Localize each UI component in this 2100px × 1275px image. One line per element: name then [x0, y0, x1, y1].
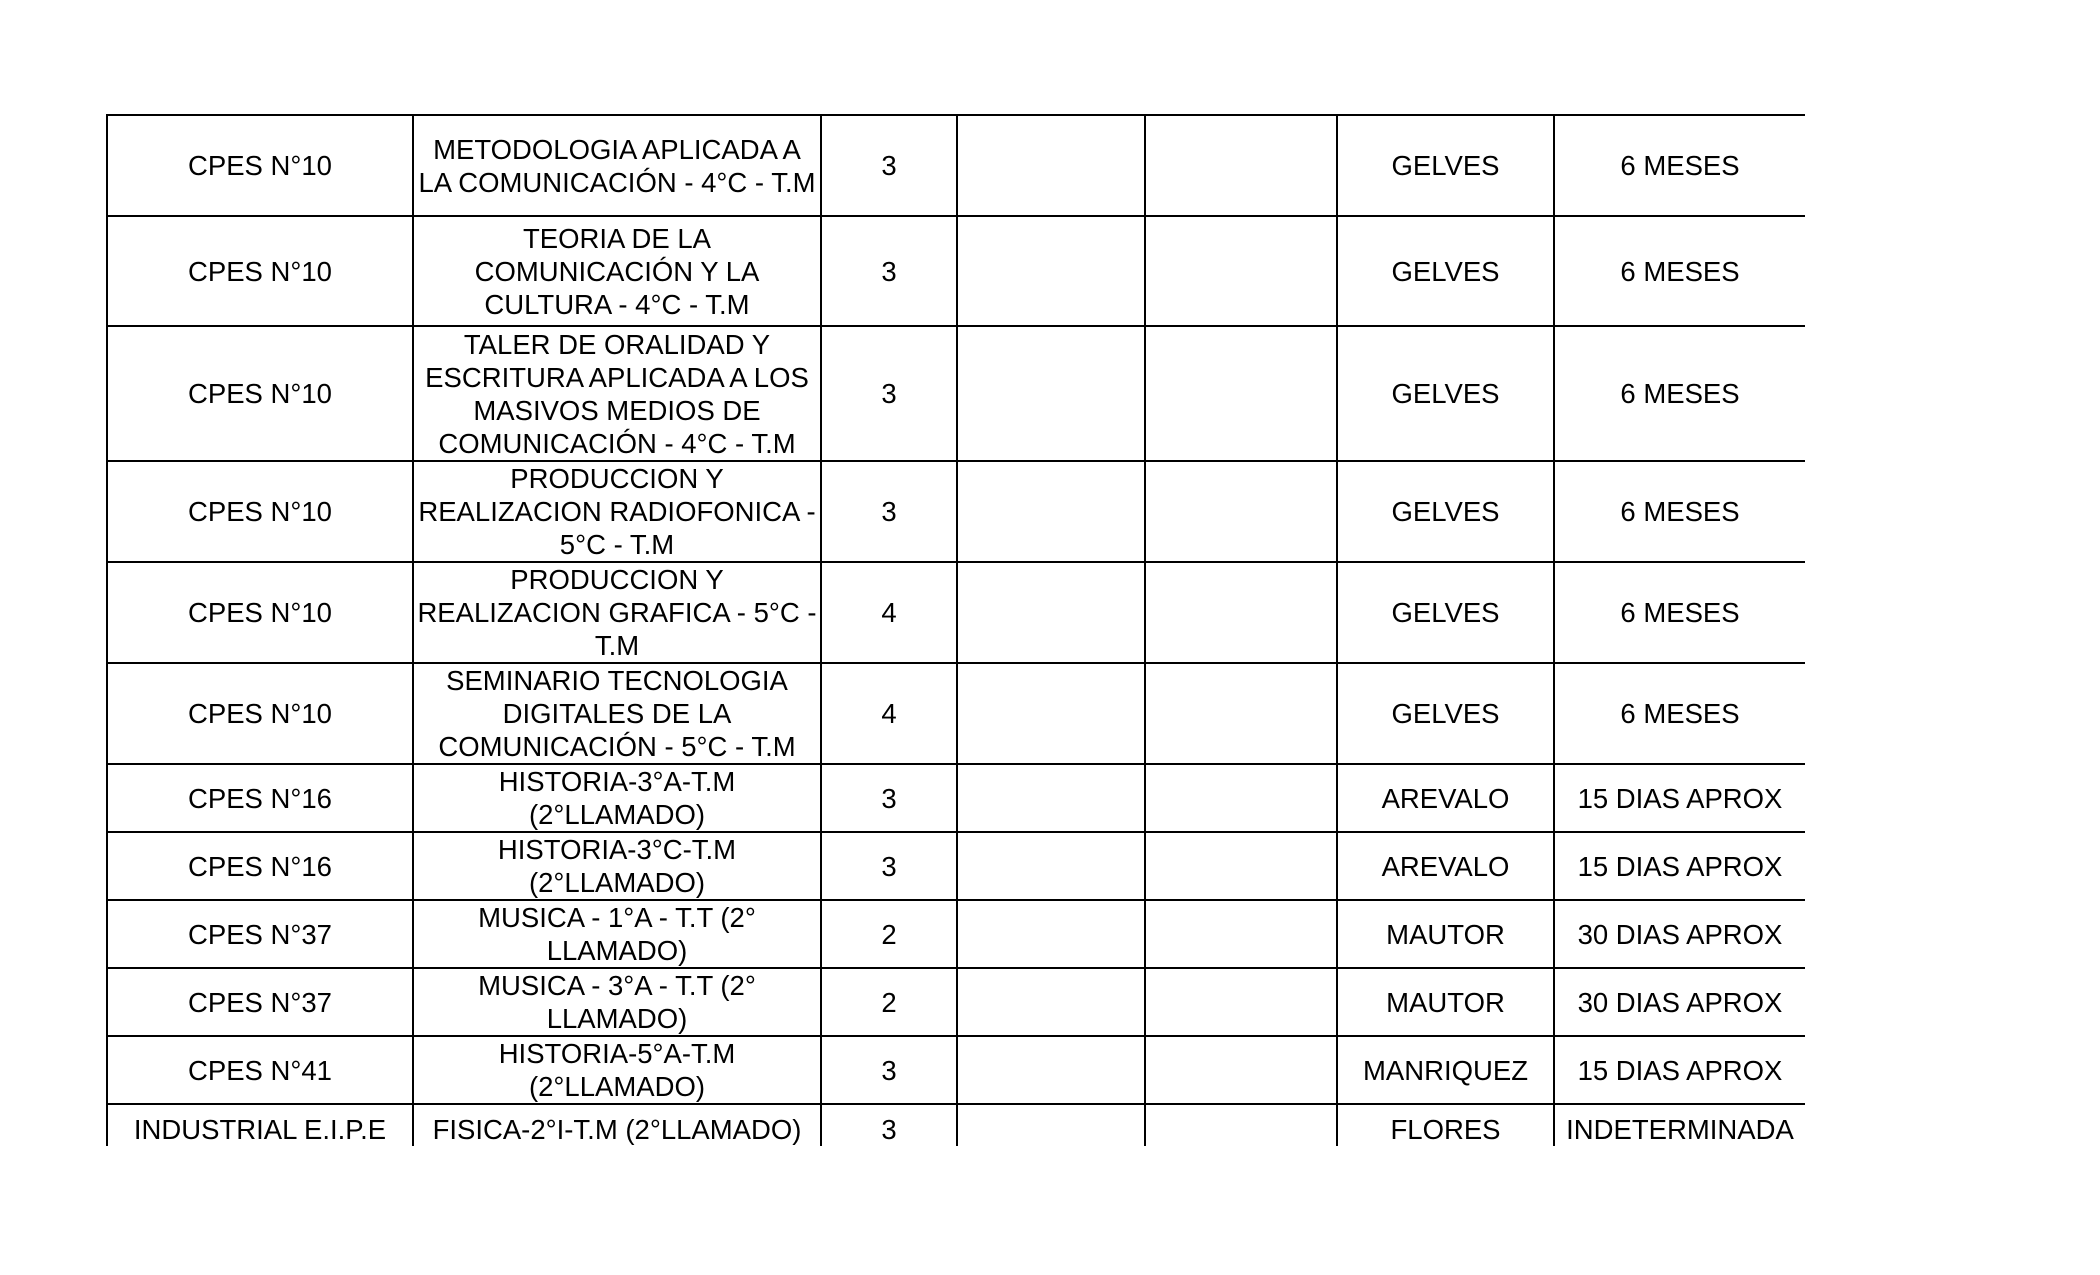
blank-cell-1: [957, 900, 1145, 968]
table-row: [107, 562, 1805, 663]
hours-cell: 3: [821, 326, 957, 461]
blank-cell-2: [1145, 1104, 1337, 1146]
duration-cell: 15 DIAS APROX: [1554, 832, 1805, 900]
institution-cell: CPES N°10: [107, 115, 413, 216]
blank-cell-1: [957, 461, 1145, 562]
institution-cell: CPES N°10: [107, 663, 413, 764]
duration-cell: 15 DIAS APROX: [1554, 764, 1805, 832]
table-row: [107, 832, 1805, 900]
institution-cell: INDUSTRIAL E.I.P.E: [107, 1104, 413, 1146]
institution-cell: CPES N°10: [107, 562, 413, 663]
blank-cell-1: [957, 968, 1145, 1036]
subject-cell: PRODUCCION Y REALIZACION RADIOFONICA - 5°C - T.M: [413, 461, 821, 562]
subject-cell: PRODUCCION Y REALIZACION GRAFICA - 5°C - T.M: [413, 562, 821, 663]
teacher-cell: AREVALO: [1337, 832, 1554, 900]
subject-cell: METODOLOGIA APLICADA A LA COMUNICACIÓN - 4°C - T.M: [413, 115, 821, 216]
teacher-cell: GELVES: [1337, 663, 1554, 764]
hours-cell: 2: [821, 900, 957, 968]
institution-cell: CPES N°16: [107, 832, 413, 900]
hours-cell: 3: [821, 764, 957, 832]
subject-cell: SEMINARIO TECNOLOGIA DIGITALES DE LA COMUNICACIÓN - 5°C - T.M: [413, 663, 821, 764]
blank-cell-2: [1145, 663, 1337, 764]
hours-cell: 3: [821, 216, 957, 326]
subject-cell: FISICA-2°I-T.M (2°LLAMADO): [413, 1104, 821, 1146]
blank-cell-2: [1145, 461, 1337, 562]
hours-cell: 4: [821, 663, 957, 764]
blank-cell-1: [957, 562, 1145, 663]
teacher-cell: GELVES: [1337, 326, 1554, 461]
subject-cell: HISTORIA-3°A-T.M (2°LLAMADO): [413, 764, 821, 832]
teacher-cell: MANRIQUEZ: [1337, 1036, 1554, 1104]
blank-cell-2: [1145, 832, 1337, 900]
blank-cell-1: [957, 1036, 1145, 1104]
table-row: [107, 216, 1805, 326]
subject-cell: TALER DE ORALIDAD Y ESCRITURA APLICADA A LOS MASIVOS MEDIOS DE COMUNICACIÓN - 4°C - T.M: [413, 326, 821, 461]
blank-cell-2: [1145, 968, 1337, 1036]
blank-cell-1: [957, 115, 1145, 216]
subject-cell: HISTORIA-3°C-T.M (2°LLAMADO): [413, 832, 821, 900]
hours-cell: 3: [821, 1104, 957, 1146]
institution-cell: CPES N°37: [107, 900, 413, 968]
table-row: [107, 663, 1805, 764]
blank-cell-1: [957, 326, 1145, 461]
duration-cell: 6 MESES: [1554, 115, 1805, 216]
subject-cell: HISTORIA-5°A-T.M (2°LLAMADO): [413, 1036, 821, 1104]
teacher-cell: MAUTOR: [1337, 900, 1554, 968]
duration-cell: 15 DIAS APROX: [1554, 1036, 1805, 1104]
hours-cell: 3: [821, 1036, 957, 1104]
blank-cell-2: [1145, 900, 1337, 968]
blank-cell-1: [957, 663, 1145, 764]
teacher-cell: MAUTOR: [1337, 968, 1554, 1036]
blank-cell-2: [1145, 115, 1337, 216]
teacher-cell: GELVES: [1337, 216, 1554, 326]
table-row: [107, 764, 1805, 832]
subject-cell: MUSICA - 3°A - T.T (2° LLAMADO): [413, 968, 821, 1036]
subject-cell: MUSICA - 1°A - T.T (2° LLAMADO): [413, 900, 821, 968]
blank-cell-1: [957, 832, 1145, 900]
blank-cell-1: [957, 216, 1145, 326]
table-row: [107, 1104, 1805, 1146]
blank-cell-2: [1145, 326, 1337, 461]
table-row: [107, 115, 1805, 216]
hours-cell: 3: [821, 115, 957, 216]
institution-cell: CPES N°41: [107, 1036, 413, 1104]
hours-cell: 4: [821, 562, 957, 663]
duration-cell: 30 DIAS APROX: [1554, 900, 1805, 968]
duration-cell: 30 DIAS APROX: [1554, 968, 1805, 1036]
institution-cell: CPES N°37: [107, 968, 413, 1036]
institution-cell: CPES N°10: [107, 326, 413, 461]
blank-cell-2: [1145, 216, 1337, 326]
teacher-cell: GELVES: [1337, 562, 1554, 663]
hours-cell: 2: [821, 968, 957, 1036]
subject-cell: TEORIA DE LA COMUNICACIÓN Y LA CULTURA - 4°C - T.M: [413, 216, 821, 326]
duration-cell: 6 MESES: [1554, 216, 1805, 326]
blank-cell-2: [1145, 764, 1337, 832]
table-row: [107, 326, 1805, 461]
vacancy-table: [106, 114, 1805, 1146]
duration-cell: 6 MESES: [1554, 663, 1805, 764]
blank-cell-1: [957, 764, 1145, 832]
duration-cell: 6 MESES: [1554, 562, 1805, 663]
duration-cell: INDETERMINADA: [1554, 1104, 1805, 1146]
table-row: [107, 968, 1805, 1036]
duration-cell: 6 MESES: [1554, 326, 1805, 461]
table-body: [107, 115, 1805, 1146]
document-page: [106, 114, 1805, 1146]
institution-cell: CPES N°10: [107, 461, 413, 562]
blank-cell-1: [957, 1104, 1145, 1146]
hours-cell: 3: [821, 832, 957, 900]
duration-cell: 6 MESES: [1554, 461, 1805, 562]
table-row: [107, 900, 1805, 968]
institution-cell: CPES N°10: [107, 216, 413, 326]
teacher-cell: GELVES: [1337, 115, 1554, 216]
hours-cell: 3: [821, 461, 957, 562]
blank-cell-2: [1145, 1036, 1337, 1104]
table-row: [107, 1036, 1805, 1104]
teacher-cell: AREVALO: [1337, 764, 1554, 832]
teacher-cell: FLORES: [1337, 1104, 1554, 1146]
table-row: [107, 461, 1805, 562]
blank-cell-2: [1145, 562, 1337, 663]
teacher-cell: GELVES: [1337, 461, 1554, 562]
institution-cell: CPES N°16: [107, 764, 413, 832]
